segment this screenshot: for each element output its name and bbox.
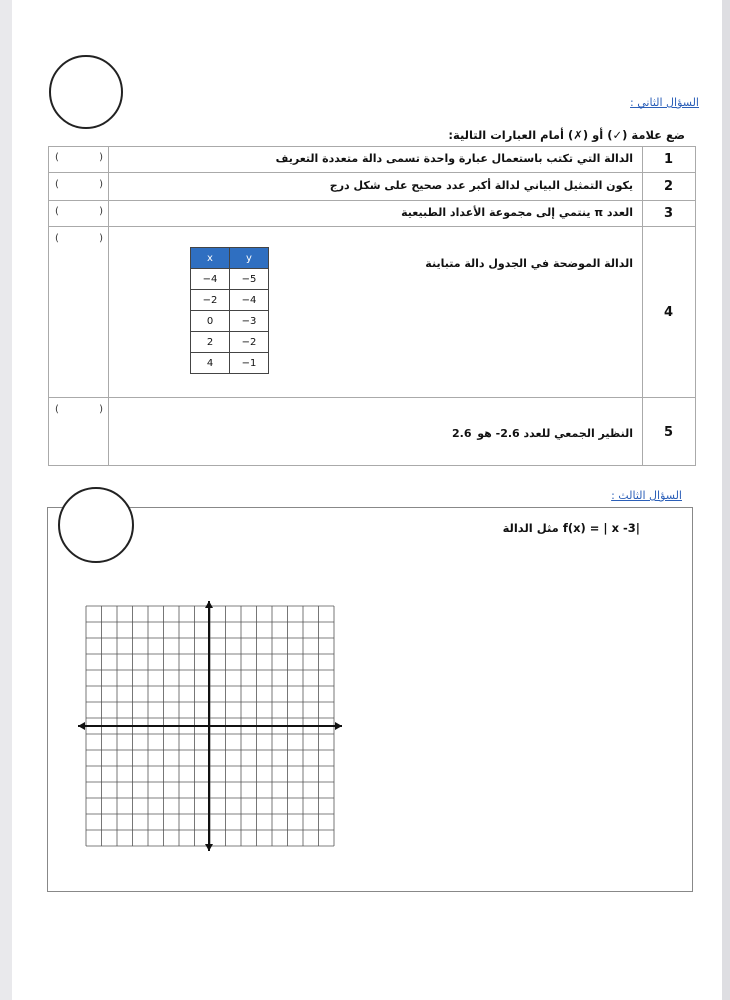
xy-header-y: y <box>230 248 269 269</box>
coordinate-grid[interactable] <box>76 598 344 854</box>
x-axis-arrow-left <box>78 722 85 730</box>
xy-cell: 2 <box>191 332 230 353</box>
row-number: 5 <box>663 425 674 440</box>
statement-answer-value: 2.6 <box>452 427 472 440</box>
xy-cell: −2 <box>230 332 269 353</box>
q3-prompt <box>503 521 640 535</box>
row-number: 3 <box>663 206 674 221</box>
q3-title: السؤال الثالث : <box>611 489 682 502</box>
score-circle-q3 <box>58 487 134 563</box>
xy-header-x: x <box>191 248 230 269</box>
q2-instruction: ضع علامة (✓) أو (✗) أمام العبارات التالية: <box>448 128 685 142</box>
page-edge <box>722 0 730 1000</box>
statement-text: النظير الجمعي للعدد 2.6- هو <box>477 427 633 440</box>
answer-parentheses[interactable]: ( ) <box>55 152 103 163</box>
xy-cell: 0 <box>191 311 230 332</box>
xy-cell: −4 <box>191 269 230 290</box>
statement-text: العدد π ينتمي إلى مجموعة الأعداد الطبيعية <box>401 206 633 219</box>
xy-cell: 4 <box>191 353 230 374</box>
y-axis-arrow-up <box>205 601 213 608</box>
xy-cell: −4 <box>230 290 269 311</box>
statement-text: الدالة التي تكتب باستعمال عبارة واحدة تسمى دالة متعددة التعريف <box>275 152 633 165</box>
answer-parentheses[interactable]: ( ) <box>55 179 103 190</box>
row-number: 1 <box>663 152 674 167</box>
y-axis-arrow-down <box>205 844 213 851</box>
answer-parentheses[interactable]: ( ) <box>55 233 103 244</box>
xy-cell: −2 <box>191 290 230 311</box>
answer-parentheses[interactable]: ( ) <box>55 206 103 217</box>
q3-prefix: مثل الدالة <box>502 521 559 535</box>
score-circle-q2 <box>49 55 123 129</box>
answer-parentheses[interactable]: ( ) <box>55 404 103 415</box>
xy-values-table <box>190 247 269 374</box>
xy-cell: −3 <box>230 311 269 332</box>
statement-text: يكون التمثيل البياني لدالة أكبر عدد صحيح على شكل درج <box>329 179 633 192</box>
q2-title: السؤال الثاني : <box>630 96 699 109</box>
x-axis-arrow-right <box>335 722 342 730</box>
q3-function: f(x) = | x -3| <box>562 521 640 535</box>
row-number: 2 <box>663 179 674 194</box>
statement-text: الدالة الموضحة في الجدول دالة متباينة <box>425 257 633 270</box>
row-number: 4 <box>663 305 674 320</box>
true-false-table <box>48 146 696 466</box>
xy-cell: −5 <box>230 269 269 290</box>
xy-cell: −1 <box>230 353 269 374</box>
